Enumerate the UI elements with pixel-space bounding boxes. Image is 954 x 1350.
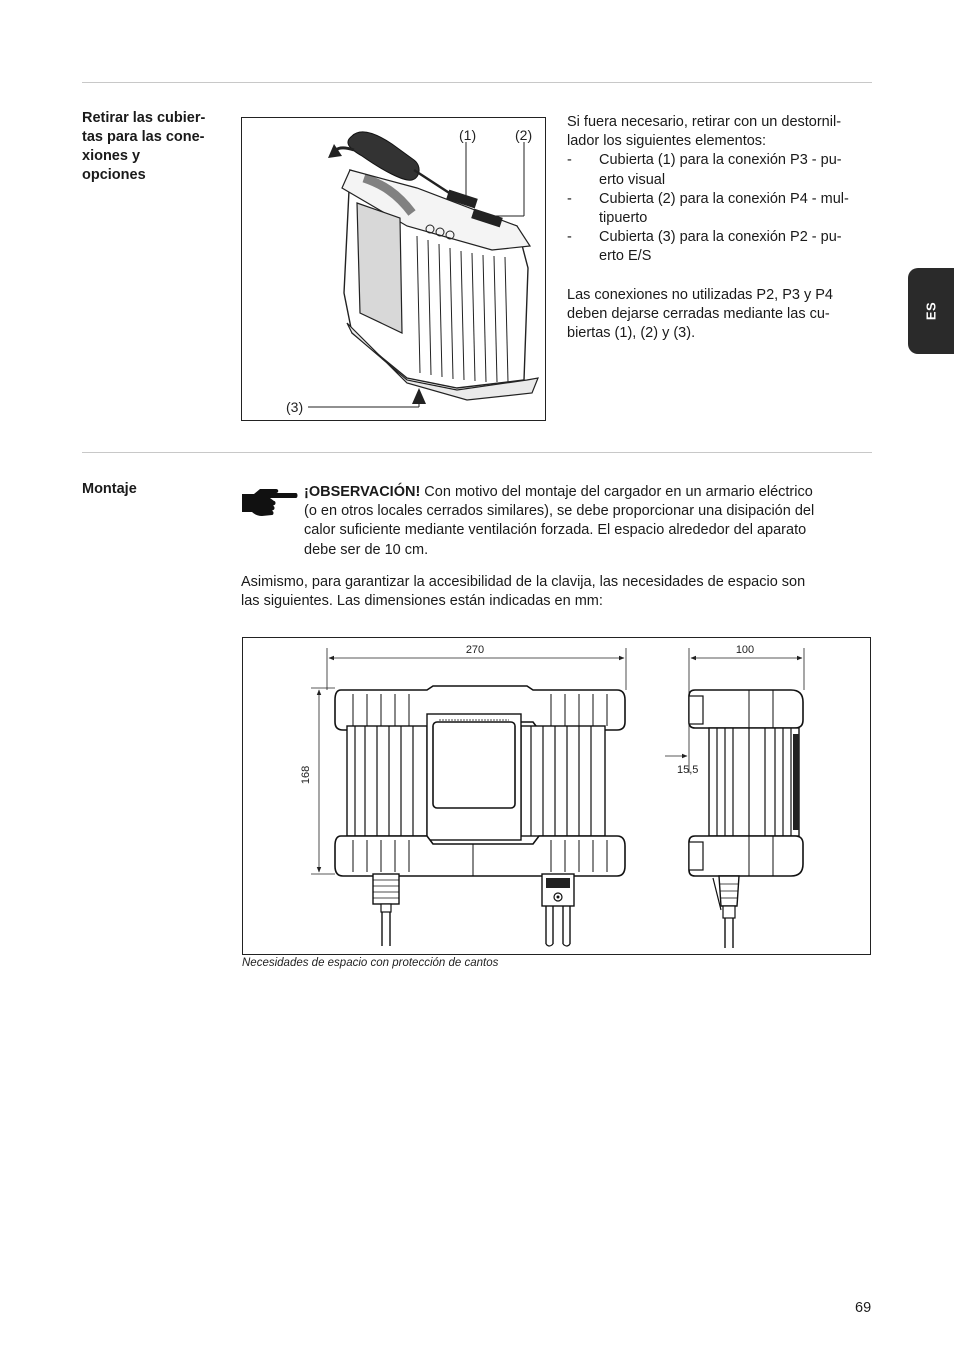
top-divider	[82, 82, 872, 83]
language-tab	[908, 268, 954, 354]
covers-instructions	[567, 113, 877, 343]
heading-line: xiones y	[82, 148, 141, 164]
figure-caption: Necesidades de espacio con protección de cantos	[242, 957, 499, 969]
cover-label-2: (2)	[515, 127, 533, 143]
dimension-offset: 15,5	[677, 764, 699, 776]
list-dash: -	[567, 190, 572, 207]
figure-dimensions	[242, 637, 871, 955]
note-label: ¡OBSERVACIÓN!	[304, 484, 421, 500]
list-line: tipuerto	[599, 210, 648, 227]
list-line: Cubierta (3) para la conexión P2 - pu-	[599, 229, 842, 246]
note-line: debe ser de 10 cm.	[304, 541, 429, 558]
cover-label-3: (3)	[286, 399, 304, 415]
text-line: deben dejarse cerradas mediante las cu-	[567, 305, 830, 322]
text-line: Asimismo, para garantizar la accesibilidad de la clavija, las necesidades de espacio son	[241, 574, 806, 590]
note-line: Con motivo del montaje del cargador en un armario eléctrico	[420, 484, 813, 500]
section-heading-mounting: Montaje	[82, 481, 137, 497]
heading-line: Retirar las cubier-	[82, 110, 206, 126]
dimension-height: 168	[300, 765, 312, 785]
dimension-drawing	[243, 638, 870, 954]
list-line: erto visual	[599, 171, 666, 188]
page-number: 69	[855, 1300, 872, 1316]
text-line: biertas (1), (2) y (3).	[567, 325, 696, 342]
list-item	[567, 190, 877, 228]
dimension-depth: 100	[735, 644, 755, 656]
language-tab-label: ES	[923, 301, 939, 321]
figure-remove-covers	[241, 117, 546, 421]
list-line: Cubierta (1) para la conexión P3 - pu-	[599, 152, 842, 169]
list-dash: -	[567, 152, 572, 169]
text-line: Si fuera necesario, retirar con un destornil-	[567, 114, 842, 130]
charger-illustration	[242, 118, 545, 420]
list-dash: -	[567, 229, 572, 246]
note-line: (o en otros locales cerrados similares), se debe proporcionar una disipación del	[304, 503, 815, 520]
space-requirements-paragraph	[241, 573, 876, 611]
heading-line: tas para las cone-	[82, 129, 205, 145]
note-line: calor suficiente mediante ventilación forzada. El espacio alrededor del aparato	[304, 522, 807, 539]
text-line: las siguientes. Las dimensiones están indicadas en mm:	[241, 593, 603, 610]
text-line: lador los siguientes elementos:	[567, 133, 767, 150]
section-divider	[82, 452, 872, 453]
list-item	[567, 228, 877, 266]
heading-line: opciones	[82, 167, 146, 183]
list-line: Cubierta (2) para la conexión P4 - mul-	[599, 190, 849, 207]
dimension-width: 270	[465, 644, 485, 656]
list-line: erto E/S	[599, 248, 652, 265]
pointing-hand-icon	[240, 486, 298, 522]
list-item	[567, 151, 877, 189]
cover-label-1: (1)	[459, 127, 477, 143]
section-heading-covers	[82, 109, 222, 185]
text-line: Las conexiones no utilizadas P2, P3 y P4	[567, 286, 833, 303]
observation-note	[304, 483, 876, 560]
